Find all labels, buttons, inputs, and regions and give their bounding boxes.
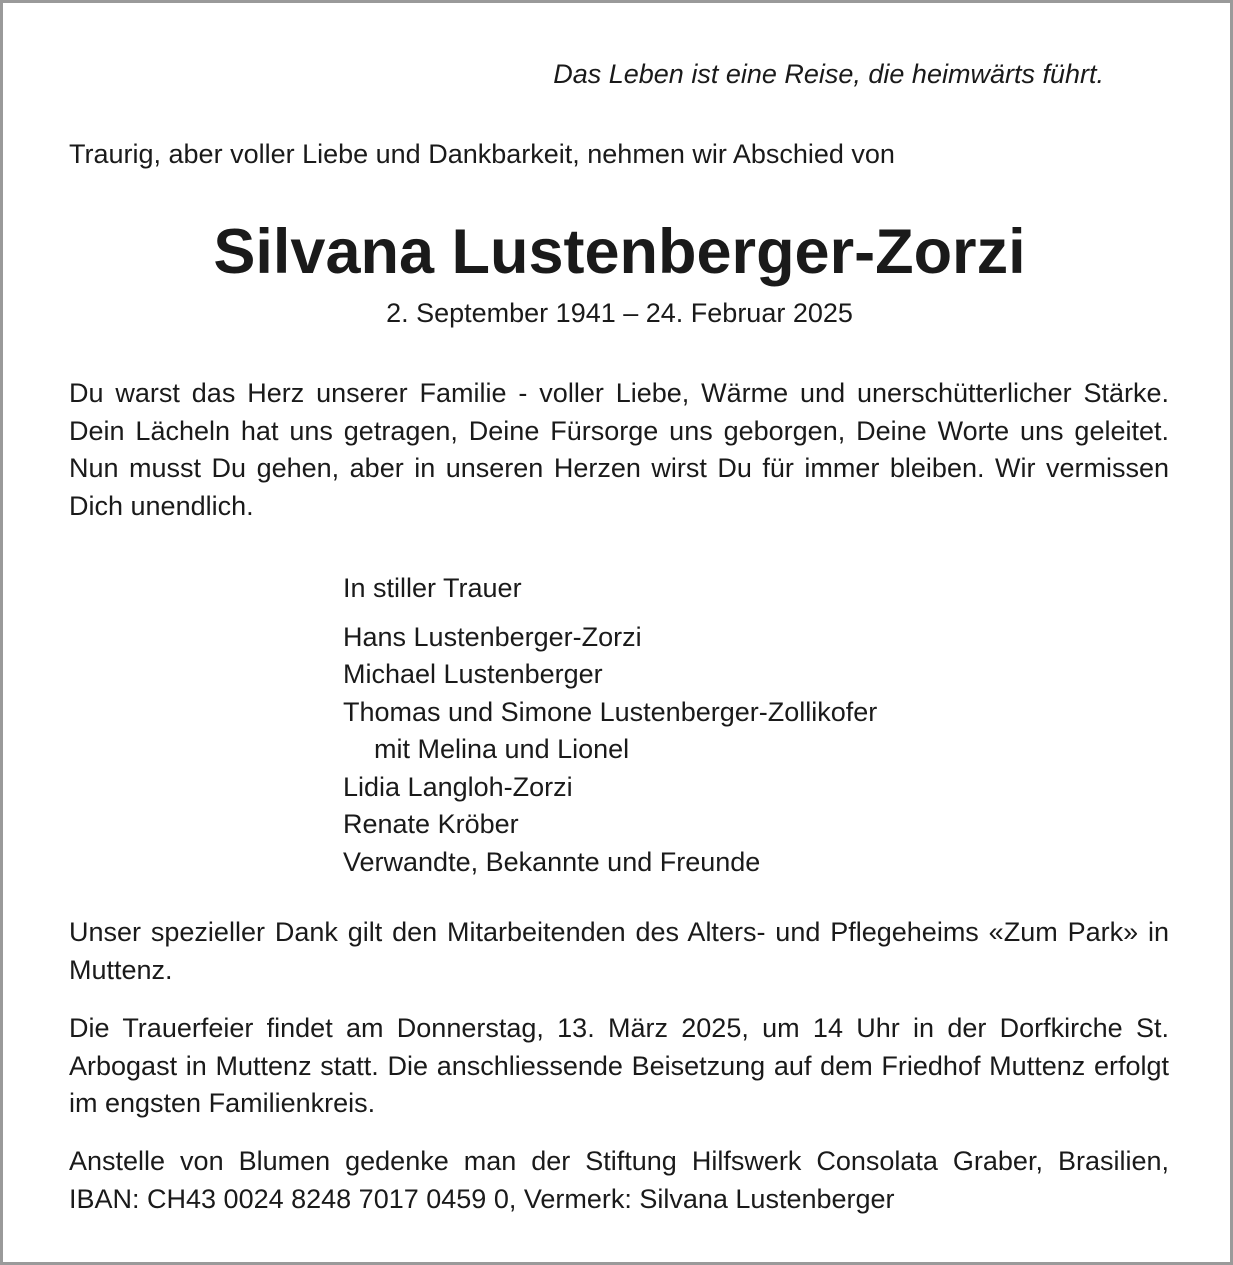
mourner-name: Verwandte, Bekannte und Freunde	[343, 846, 761, 877]
mourner-name: Lidia Langloh-Zorzi	[343, 771, 573, 802]
deceased-name: Silvana Lustenberger-Zorzi	[213, 217, 1026, 287]
donation-paragraph: Anstelle von Blumen gedenke man der Stiftung Hilfswerk Consolata Graber, Brasilien, IBAN: CH43 0024 8248 7017 0459 0, Vermerk: Silvana Lustenberger	[69, 1146, 1169, 1214]
mourner-name: Renate Kröber	[343, 809, 519, 839]
mourner-name: Hans Lustenberger-Zorzi	[343, 621, 642, 652]
mourner-name: mit Melina und Lionel	[374, 734, 630, 764]
mourner-name: Thomas und Simone Lustenberger-Zollikofer	[343, 696, 878, 727]
thanks-paragraph: Unser spezieller Dank gilt den Mitarbeitenden des Alters- und Pflegeheims «Zum Park» in Muttenz.	[69, 917, 1169, 985]
tribute-paragraph: Du warst das Herz unserer Familie - voller Liebe, Wärme und unerschütterlicher Stärke. Dein Lächeln hat uns getragen, Deine Fürsorge uns geborgen, Deine Worte uns geleitet. Nun musst Du gehen, aber in unseren Herzen wirst Du für immer bleiben. Wir vermissen Dich unendlich.	[69, 378, 1169, 521]
funeral-paragraph: Die Trauerfeier findet am Donnerstag, 13. März 2025, um 14 Uhr in der Dorfkirche St. Arbogast in Muttenz statt. Die anschliessende Beisetzung auf dem Friedhof Muttenz erfolgt im engsten Familienkreis.	[69, 1013, 1169, 1118]
mourners-list	[343, 570, 877, 881]
mourner-name: Michael Lustenberger	[343, 659, 603, 689]
intro-text: Traurig, aber voller Liebe und Dankbarkeit, nehmen wir Abschied von	[69, 139, 895, 169]
mourners-heading: In stiller Trauer	[343, 573, 522, 603]
motto: Das Leben ist eine Reise, die heimwärts führt.	[553, 59, 1104, 89]
life-dates: 2. September 1941 – 24. Februar 2025	[386, 298, 853, 328]
